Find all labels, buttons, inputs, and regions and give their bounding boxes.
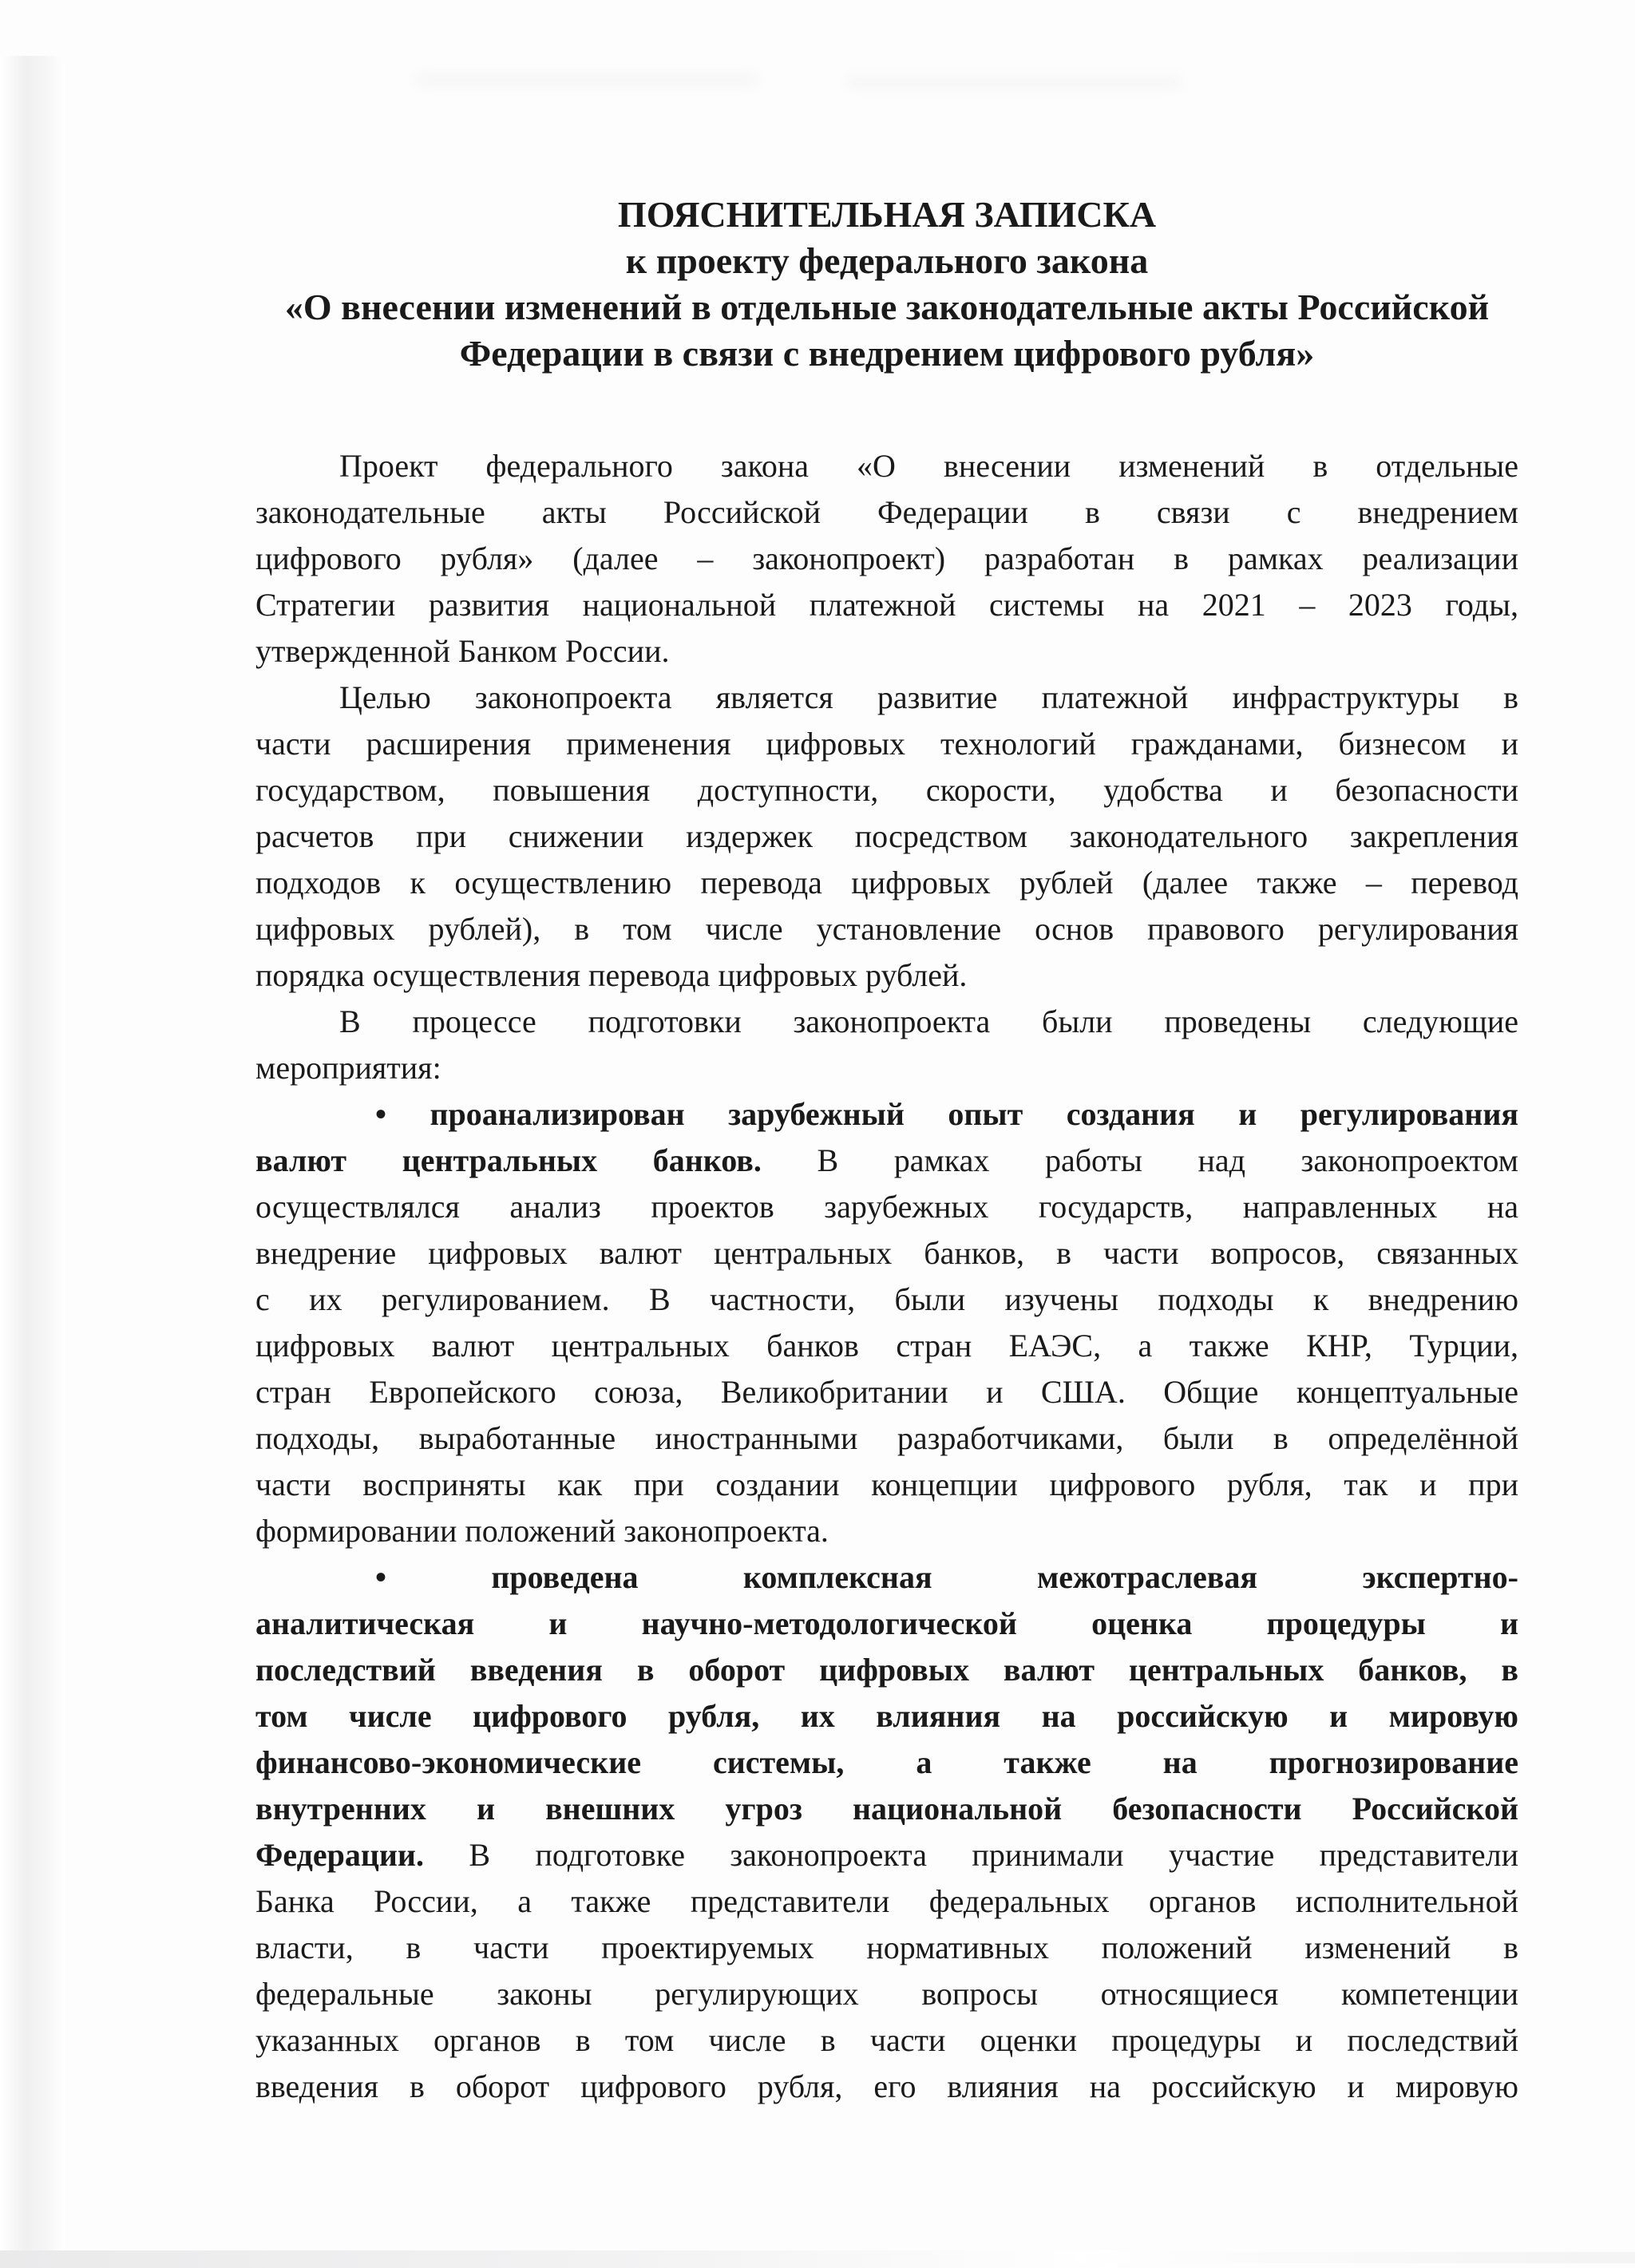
text-segment: внедрение цифровых валют центральных банков, в части вопросов, связанных: [255, 1235, 1518, 1271]
text-segment: подходов к осуществлению перевода цифровых рублей (далее также – перевод: [255, 865, 1518, 900]
text-segment: финансово-экономические системы, а также на прогнозирование: [255, 1744, 1518, 1780]
text-segment: цифрового рубля» (далее – законопроект) разработан в рамках реализации: [255, 540, 1518, 576]
text-segment: расчетов при снижении издержек посредством законодательного закрепления: [255, 818, 1518, 854]
title-line: к проекту федерального закона: [625, 240, 1149, 281]
text-line: [255, 536, 1518, 582]
text-line: [255, 1878, 1518, 1925]
text-line: [255, 489, 1518, 536]
text-segment: цифровых валют центральных банков стран ЕАЭС, а также КНР, Турции,: [255, 1328, 1518, 1364]
paragraph: [255, 675, 1518, 999]
text-segment: введения в оборот цифрового рубля, его влияния на российскую и мировую: [255, 2068, 1518, 2104]
document-body: [255, 443, 1518, 2110]
text-line: [255, 582, 1518, 628]
text-segment: осуществлялся анализ проектов зарубежных государств, направленных на: [255, 1189, 1518, 1225]
text-segment: В рамках работы над законопроектом: [761, 1142, 1518, 1178]
text-line: [255, 1693, 1518, 1740]
text-line: [255, 1601, 1518, 1647]
text-segment: порядка осуществления перевода цифровых рублей.: [255, 957, 968, 993]
scan-edge-left-artifact: [0, 56, 65, 2268]
text-line: [255, 767, 1518, 813]
text-line: [255, 860, 1518, 906]
text-segment: • проведена комплексная межотраслевая экспертно-: [375, 1559, 1518, 1595]
text-line: [255, 1740, 1518, 1786]
text-line: [255, 675, 1518, 721]
text-segment: части восприняты как при создании концепции цифрового рубля, так и при: [255, 1466, 1518, 1502]
text-line: [255, 2017, 1518, 2064]
document-title: [255, 192, 1518, 377]
text-line: [255, 1184, 1518, 1230]
text-line: [255, 443, 1518, 489]
text-line: [255, 1415, 1518, 1462]
text-line: [255, 721, 1518, 767]
text-line: [255, 2064, 1518, 2110]
text-line: [255, 1091, 1518, 1138]
text-line: [255, 628, 1518, 675]
text-segment: формировании положений законопроекта.: [255, 1513, 829, 1549]
text-line: [255, 1138, 1518, 1184]
text-segment: законодательные акты Российской Федерации в связи с внедрением: [255, 494, 1518, 530]
text-segment: В процессе подготовки законопроекта были проведены следующие: [339, 1003, 1518, 1039]
text-segment: с их регулированием. В частности, были изучены подходы к внедрению: [255, 1281, 1518, 1317]
scan-edge-bottom-artifact: [0, 2250, 1118, 2268]
text-segment: федеральные законы регулирующих вопросы относящиеся компетенции: [255, 1976, 1518, 2012]
text-segment: валют центральных банков.: [255, 1142, 762, 1178]
text-segment: государством, повышения доступности, скорости, удобства и безопасности: [255, 772, 1518, 808]
text-line: [255, 1462, 1518, 1508]
title-line: Федерации в связи с внедрением цифрового рубля»: [459, 333, 1315, 374]
text-line: [255, 999, 1518, 1045]
text-segment: стран Европейского союза, Великобритании и США. Общие концептуальные: [255, 1374, 1518, 1410]
bullet-paragraph: [255, 1091, 1518, 1554]
text-segment: Федерации.: [255, 1837, 424, 1873]
text-segment: мероприятия:: [255, 1050, 441, 1086]
text-line: [255, 1276, 1518, 1323]
scan-bleedthrough-artifact: [846, 77, 1182, 88]
text-line: [255, 1832, 1518, 1878]
text-segment: указанных органов в том числе в части оценки процедуры и последствий: [255, 2022, 1518, 2058]
text-segment: подходы, выработанные иностранными разработчиками, были в определённой: [255, 1420, 1518, 1456]
text-line: [255, 1647, 1518, 1693]
text-segment: власти, в части проектируемых нормативных положений изменений в: [255, 1930, 1518, 1965]
paragraph: [255, 443, 1518, 675]
text-segment: В подготовке законопроекта принимали участие представители: [423, 1837, 1518, 1873]
document-content: [255, 192, 1518, 2110]
text-segment: том числе цифрового рубля, их влияния на российскую и мировую: [255, 1698, 1518, 1734]
scan-edge-bottom-right-artifact: [1076, 2252, 1635, 2263]
text-segment: внутренних и внешних угроз национальной безопасности Российской: [255, 1791, 1518, 1827]
text-line: [255, 813, 1518, 860]
text-segment: Стратегии развития национальной платежной системы на 2021 – 2023 годы,: [255, 587, 1518, 623]
text-segment: Проект федерального закона «О внесении изменений в отдельные: [339, 448, 1518, 484]
bullet-paragraph: [255, 1554, 1518, 2110]
scan-bleedthrough-artifact: [415, 73, 758, 86]
text-line: [255, 1045, 1518, 1091]
paragraph: [255, 999, 1518, 1091]
text-line: [255, 1369, 1518, 1415]
text-segment: аналитическая и научно-методологической оценка процедуры и: [255, 1605, 1518, 1641]
text-segment: Целью законопроекта является развитие платежной инфраструктуры в: [339, 679, 1518, 715]
text-segment: последствий введения в оборот цифровых валют центральных банков, в: [255, 1652, 1518, 1688]
text-line: [255, 952, 1518, 999]
title-line: «О внесении изменений в отдельные законодательные акты Российской: [284, 287, 1490, 327]
text-line: [255, 1508, 1518, 1554]
text-line: [255, 1554, 1518, 1601]
text-segment: Банка России, а также представители федеральных органов исполнительной: [255, 1883, 1518, 1919]
text-line: [255, 1971, 1518, 2017]
text-segment: цифровых рублей), в том числе установление основ правового регулирования: [255, 911, 1518, 947]
title-line: ПОЯСНИТЕЛЬНАЯ ЗАПИСКА: [617, 194, 1157, 235]
text-segment: части расширения применения цифровых технологий гражданами, бизнесом и: [255, 726, 1518, 762]
text-line: [255, 1323, 1518, 1369]
text-line: [255, 1786, 1518, 1832]
text-line: [255, 906, 1518, 952]
text-line: [255, 1925, 1518, 1971]
text-line: [255, 1230, 1518, 1276]
text-segment: • проанализирован зарубежный опыт создания и регулирования: [375, 1096, 1518, 1132]
text-segment: утвержденной Банком России.: [255, 633, 670, 669]
